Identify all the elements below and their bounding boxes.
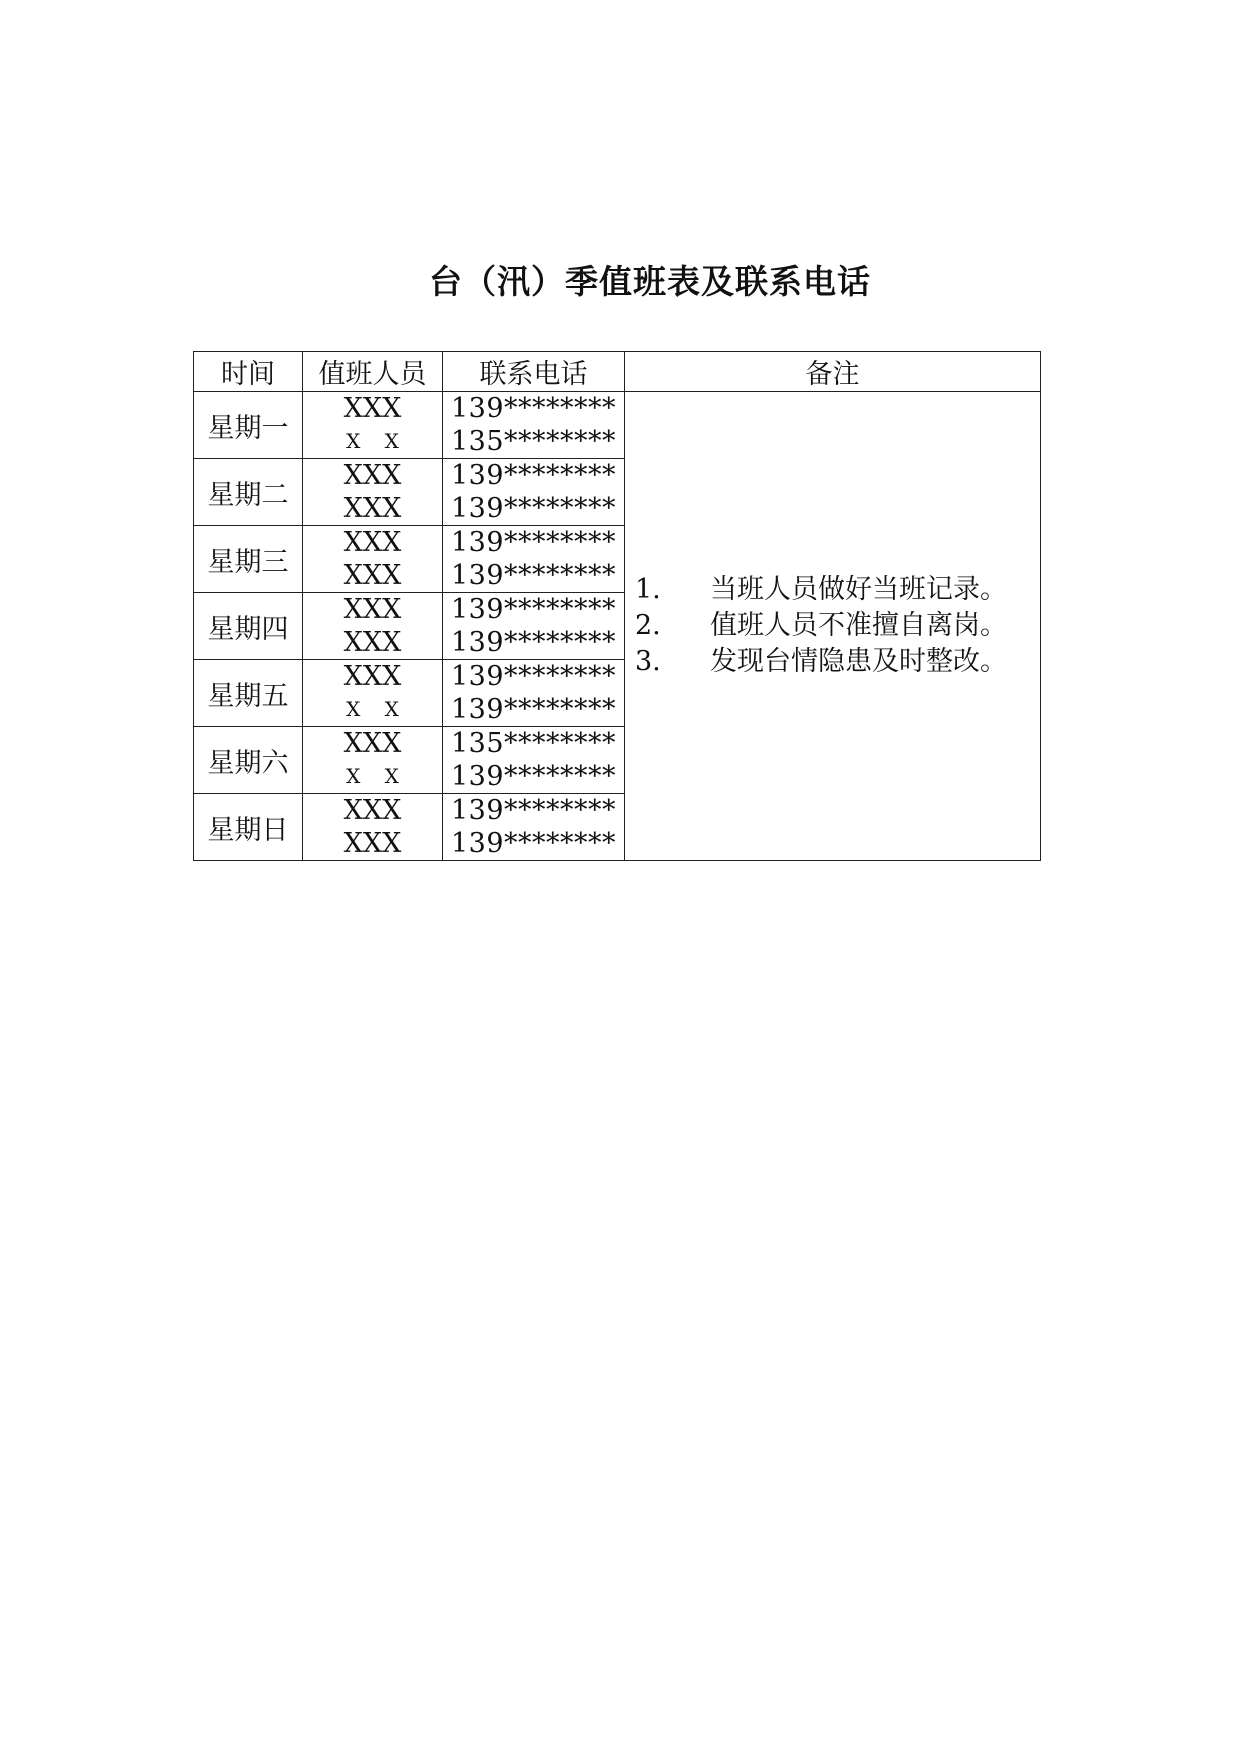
staff-cell: [303, 392, 443, 459]
day-cell: 星期二: [194, 459, 303, 526]
duty-roster-table: [193, 351, 1041, 861]
phone-cell: [443, 459, 625, 526]
staff-cell: [303, 526, 443, 593]
staff-cell: [303, 593, 443, 660]
day-cell: 星期一: [194, 392, 303, 459]
phone-cell: [443, 392, 625, 459]
notes-cell: [625, 392, 1041, 861]
staff-name: XXX: [343, 627, 402, 658]
phone-number: 139********: [450, 661, 617, 692]
staff-cell: [303, 794, 443, 861]
header-phone: 联系电话: [443, 352, 625, 392]
phone-number: 139********: [450, 393, 617, 424]
header-notes: 备注: [625, 352, 1041, 392]
header-time: 时间: [194, 352, 303, 392]
phone-cell: [443, 727, 625, 794]
staff-name: XXX: [343, 460, 402, 491]
note-item: [635, 572, 1040, 608]
staff-cell: [303, 660, 443, 727]
phone-cell: [443, 660, 625, 727]
phone-number: 135********: [450, 426, 617, 457]
staff-name: XXX: [343, 493, 402, 524]
phone-number: 139********: [450, 795, 617, 826]
phone-cell: [443, 526, 625, 593]
note-item: [635, 644, 1040, 680]
phone-number: 139********: [450, 594, 617, 625]
note-text: 当班人员做好当班记录。: [710, 574, 1007, 605]
day-cell: 星期四: [194, 593, 303, 660]
staff-name: XXX: [343, 828, 402, 859]
phone-number: 139********: [450, 694, 617, 725]
phone-number: 139********: [450, 761, 617, 792]
phone-number: 139********: [450, 627, 617, 658]
staff-name: XXX: [343, 795, 402, 826]
staff-name: X X: [346, 697, 399, 721]
note-number: 2.: [635, 610, 661, 641]
phone-number: 139********: [450, 527, 617, 558]
note-text: 发现台情隐患及时整改。: [710, 646, 1007, 677]
header-staff: 值班人员: [303, 352, 443, 392]
note-item: [635, 608, 1040, 644]
staff-cell: [303, 459, 443, 526]
day-cell: 星期日: [194, 794, 303, 861]
staff-name: X X: [346, 764, 399, 788]
day-cell: 星期三: [194, 526, 303, 593]
table-header-row: [194, 352, 1041, 392]
day-cell: 星期五: [194, 660, 303, 727]
staff-name: X X: [346, 429, 399, 453]
phone-number: 135********: [450, 728, 617, 759]
staff-name: XXX: [343, 594, 402, 625]
phone-number: 139********: [450, 460, 617, 491]
document-title: 台（汛）季值班表及联系电话: [429, 262, 871, 301]
phone-number: 139********: [450, 493, 617, 524]
phone-number: 139********: [450, 560, 617, 591]
staff-name: XXX: [343, 560, 402, 591]
staff-cell: [303, 727, 443, 794]
staff-name: XXX: [343, 393, 402, 424]
staff-name: XXX: [343, 527, 402, 558]
note-number: 1.: [635, 574, 661, 605]
staff-name: XXX: [343, 661, 402, 692]
note-text: 值班人员不准擅自离岗。: [710, 610, 1007, 641]
day-cell: 星期六: [194, 727, 303, 794]
phone-number: 139********: [450, 828, 617, 859]
phone-cell: [443, 794, 625, 861]
table-row: [194, 392, 1041, 459]
phone-cell: [443, 593, 625, 660]
staff-name: XXX: [343, 728, 402, 759]
note-number: 3.: [635, 646, 661, 677]
